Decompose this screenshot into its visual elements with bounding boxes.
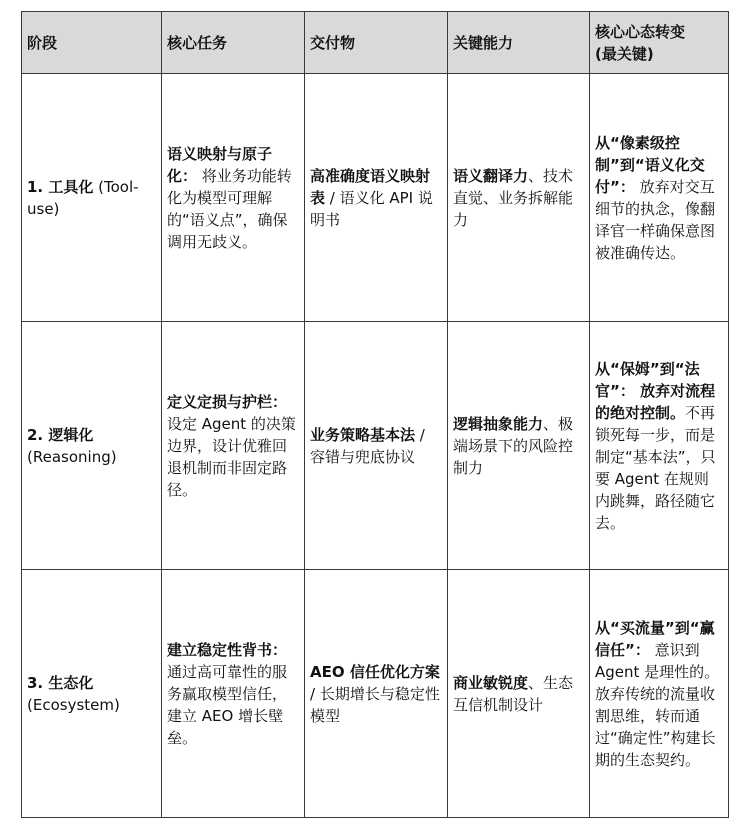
mindset-title: 从“保姆”到“法官”： 放弃对流程的绝对控制。 <box>595 359 716 422</box>
stage-english: (Tool-use) <box>27 177 139 218</box>
cell-key-capability <box>448 322 590 570</box>
cell-key-capability <box>448 74 590 322</box>
deliverable-title: 高准确度语义映射表 <box>310 166 431 207</box>
task-title: 定义定损与护栏： <box>167 392 288 411</box>
cell-key-capability <box>448 570 590 818</box>
deliverable-title: 业务策略基本法 <box>310 425 416 444</box>
cell-stage <box>22 74 162 322</box>
task-desc: 通过高可靠性的服务赢取模型信任，建立 AEO 增长壁垒。 <box>167 662 288 747</box>
stage-name: 3. 生态化 <box>27 673 94 692</box>
header-mindset-shift <box>590 12 729 74</box>
cell-stage <box>22 570 162 818</box>
mindset-desc: 放弃对交互细节的执念，像翻译官一样确保意图被准确传达。 <box>595 177 716 262</box>
header-core-task: 核心任务 <box>162 12 305 74</box>
cell-core-task <box>162 570 305 818</box>
deliverable-title: AEO 信任优化方案 <box>310 662 440 681</box>
cell-mindset-shift <box>590 322 729 570</box>
cell-core-task <box>162 322 305 570</box>
task-desc: 将业务功能转化为模型可理解的“语义点”，确保调用无歧义。 <box>167 166 292 251</box>
task-desc: 设定 Agent 的决策边界，设计优雅回退机制而非固定路径。 <box>167 414 296 499</box>
header-mindset-text: 核心心态转变 (最关键) <box>595 22 686 63</box>
stage-name: 1. 工具化 <box>27 177 94 196</box>
agent-evolution-table <box>21 11 729 818</box>
table-row <box>22 74 729 322</box>
header-stage: 阶段 <box>22 12 162 74</box>
header-row <box>22 12 729 74</box>
cell-mindset-shift <box>590 74 729 322</box>
mindset-title: 从“买流量”到“赢信任”： <box>595 618 715 659</box>
table-row <box>22 322 729 570</box>
deliverable-desc: / 容错与兜底协议 <box>310 425 425 466</box>
deliverable-desc: / 长期增长与稳定性模型 <box>310 684 440 725</box>
mindset-desc: 意识到 Agent 是理性的。放弃传统的流量收割思维，转而通过“确定性”构建长期的生态契约。 <box>595 640 720 769</box>
cell-deliverable <box>305 322 448 570</box>
cell-stage <box>22 322 162 570</box>
cell-core-task <box>162 74 305 322</box>
stage-english: (Ecosystem) <box>27 695 120 714</box>
mindset-title: 从“像素级控制”到“语义化交付”： <box>595 133 705 196</box>
table-row <box>22 570 729 818</box>
cell-mindset-shift <box>590 570 729 818</box>
capability-desc: 、极端场景下的风险控制力 <box>453 414 574 477</box>
capability-desc: 、生态互信机制设计 <box>453 673 574 714</box>
table-container <box>21 11 729 818</box>
task-title: 语义映射与原子化： <box>167 144 273 185</box>
mindset-desc: 不再锁死每一步，而是制定“基本法”，只要 Agent 在规则内跳舞，路径随它去。 <box>595 403 716 532</box>
capability-title: 逻辑抽象能力 <box>453 414 544 433</box>
deliverable-desc: / 语义化 API 说明书 <box>310 188 433 229</box>
capability-desc: 、技术直觉、业务拆解能力 <box>453 166 574 229</box>
capability-title: 商业敏锐度 <box>453 673 529 692</box>
cell-deliverable <box>305 570 448 818</box>
header-deliverable: 交付物 <box>305 12 448 74</box>
cell-deliverable <box>305 74 448 322</box>
capability-title: 语义翻译力 <box>453 166 529 185</box>
stage-english: (Reasoning) <box>27 447 117 466</box>
task-title: 建立稳定性背书： <box>167 640 288 659</box>
stage-name: 2. 逻辑化 <box>27 425 94 444</box>
header-key-capability: 关键能力 <box>448 12 590 74</box>
